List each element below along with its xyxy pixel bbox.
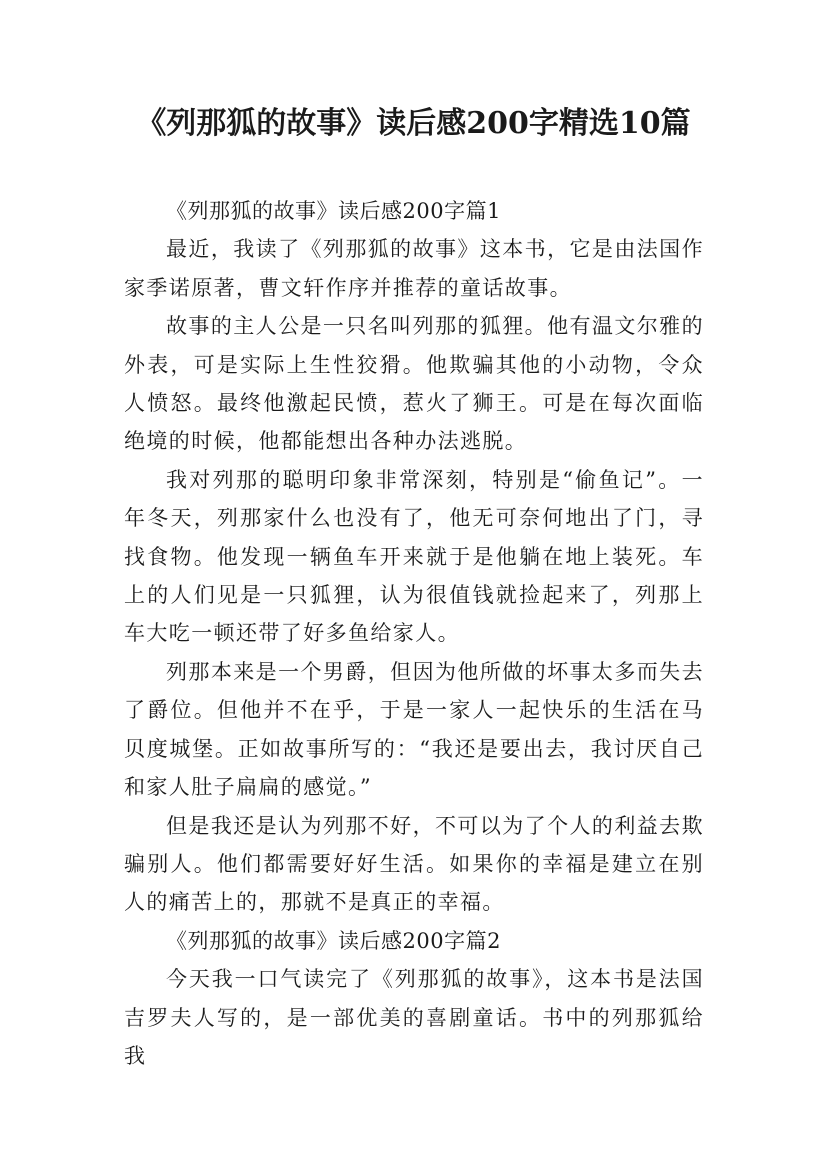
paragraph: 我对列那的聪明印象非常深刻，特别是“偷鱼记”。一年冬天，列那家什么也没有了，他无可奈何地出了门，寻找食物。他发现一辆鱼车开来就于是他躺在地上装死。车上的人们见是一只狐狸，认为很值钱就捡起来了，列那上车大吃一顿还带了好多鱼给家人。 bbox=[124, 467, 704, 646]
document-title: 《列那狐的故事》读后感200字精选10篇 bbox=[136, 106, 691, 141]
paragraph: 列那本来是一个男爵，但因为他所做的坏事太多而失去了爵位。但他并不在乎，于是一家人一起快乐的生活在马贝度城堡。正如故事所写的：“我还是要出去，我讨厌自己和家人肚子扁扁的感觉。” bbox=[124, 659, 704, 800]
document-body bbox=[124, 192, 704, 1075]
paragraph: 故事的主人公是一只名叫列那的狐狸。他有温文尔雅的外表，可是实际上生性狡猾。他欺骗其他的小动物，令众人愤怒。最终他激起民愤，惹火了狮王。可是在每次面临绝境的时候，他都能想出各种办法逃脱。 bbox=[124, 314, 704, 454]
paragraph: 但是我还是认为列那不好，不可以为了个人的利益去欺骗别人。他们都需要好好生活。如果你的幸福是建立在别人的痛苦上的，那就不是真正的幸福。 bbox=[124, 813, 704, 915]
section-heading: 《列那狐的故事》读后感200字篇1 bbox=[166, 199, 501, 223]
paragraph: 今天我一口气读完了《列那狐的故事》，这本书是法国吉罗夫人写的，是一部优美的喜剧童话。书中的列那狐给我 bbox=[124, 967, 704, 1068]
section-heading: 《列那狐的故事》读后感200字篇2 bbox=[166, 928, 501, 953]
paragraph: 最近，我读了《列那狐的故事》这本书，它是由法国作家季诺原著，曹文轩作序并推荐的童话故事。 bbox=[124, 237, 704, 300]
